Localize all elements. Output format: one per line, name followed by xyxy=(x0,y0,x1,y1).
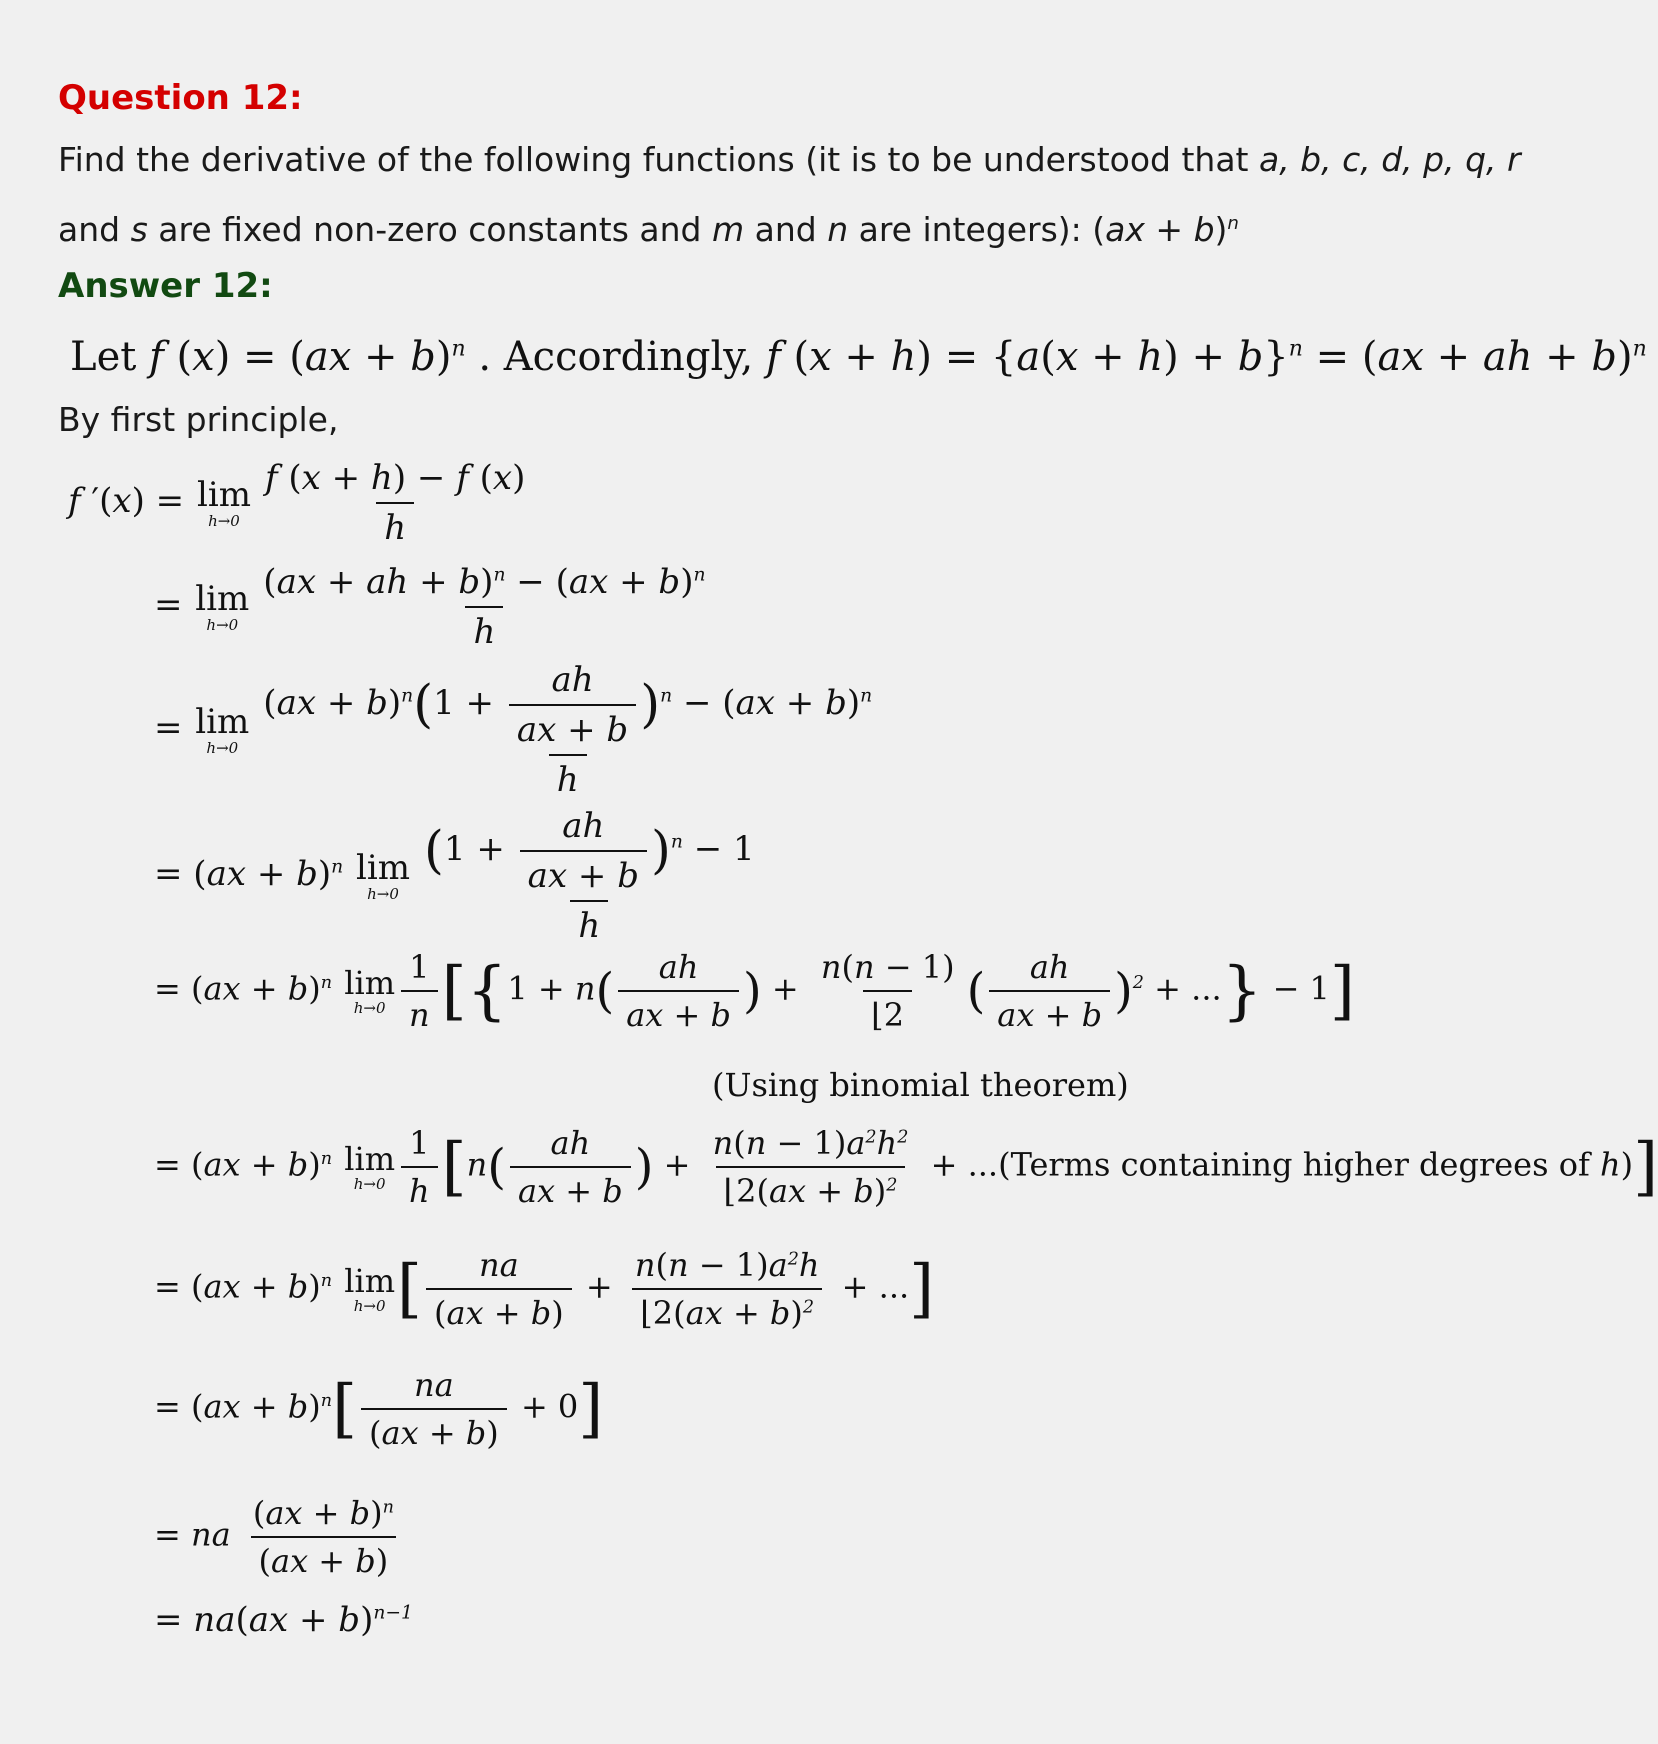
math-step-4: = (ax + b)$^n$ lim h→0 (1 + $\frac{ah}{ax + b}$ )$^n$ − 1 h xyxy=(154,806,755,946)
question-heading: Question 12: xyxy=(58,78,303,118)
math-step-2: = lim h→0 $\frac{(ax + ah + b)^n - (ax + b)^n}{h}$ xyxy=(154,562,706,652)
math-let-statement: Let f (x) = (ax + b)$^n$ . Accordingly, f $(x + h) = \{a(x + h) + b\}^n = (ax$ + ah + b)$^n$ xyxy=(70,334,1647,380)
math-step-6: = (ax + b)$^n$ lim h→0 $\frac{1}{h}$ [n( $\frac{ah}{ax + b}$ ) + $\frac{n(n - 1)a^2h^2}{⌊2(ax + b)^2}$ + ...(Terms containing higher degrees of h)] xyxy=(154,1124,1658,1210)
first-principle-text: By first principle, xyxy=(58,400,339,439)
math-step-5: = (ax + b)$^n$ lim h→0 $\frac{1}{n}$ [{1 + n( $\frac{ah}{ax + b}$ ) + $\frac{n(n - 1)}{⌊2}$ ( $\frac{ah}{ax + b}$ )$^2$ + ...} − 1] xyxy=(154,948,1355,1034)
math-step-7: = (ax + b)$^n$ lim h→0 [ $\frac{na}{(ax + b)}$ + $\frac{n(n - 1)a^2h}{⌊2(ax + b)^2}$ + ...] xyxy=(154,1246,935,1332)
binomial-note: (Using binomial theorem) xyxy=(712,1066,1129,1104)
answer-heading: Answer 12: xyxy=(58,266,273,306)
math-step-9: = na $\frac{(ax + b)^n}{(ax + b)}$ xyxy=(154,1494,406,1580)
math-step-1: f ′(x) = lim h→0 $\frac{f (x + h) - f (x)}{h}$ xyxy=(68,458,526,548)
math-step-8: = (ax + b)$^n$[ $\frac{na}{(ax + b)}$ + 0] xyxy=(154,1366,604,1452)
math-final-result: = na(ax + b)$^{n-1}$ xyxy=(154,1600,413,1640)
question-text: Find the derivative of the following functions (it is to be understood that a, b, c, d, p, q, r and s are fixed non-zero constants and m and n are integers): (ax + b)$^n$ xyxy=(58,140,1521,249)
math-step-3: = lim h→0 (ax + b)$^n$(1 + $\frac{ah}{ax + b}$ )$^n$ − (ax + b)$^n$ h xyxy=(154,660,873,800)
